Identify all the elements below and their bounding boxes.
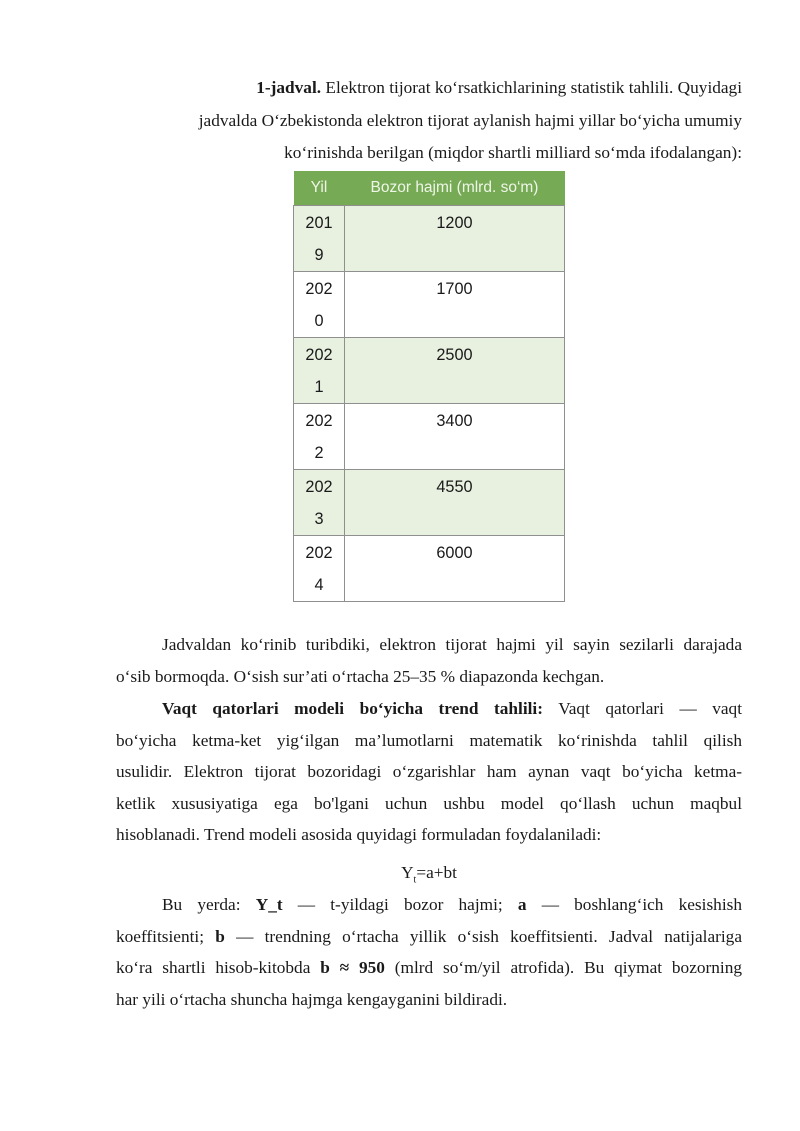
table-row: [294, 470, 565, 536]
trend-formula: $Y_t=a+bt$: [401, 863, 457, 886]
year-cell: 202 2: [294, 404, 345, 470]
value-cell: 1200: [345, 206, 565, 272]
table-row: [294, 206, 565, 272]
paragraph-line: har yili o‘rtacha shuncha hajmga kengayganini bildiradi.: [116, 989, 508, 1009]
year-cell: 202 3: [294, 470, 345, 536]
caption-line-3: ko‘rinishda berilgan (miqdor shartli milliard so‘mda ifodalangan):: [284, 143, 742, 163]
header-year: Yil: [294, 171, 345, 206]
table-header-row: [294, 171, 565, 206]
caption-text-1: Elektron tijorat ko‘rsatkichlarining statistik tahlili. Quyidagi: [325, 78, 742, 97]
table-row: [294, 338, 565, 404]
table-row: [294, 404, 565, 470]
year-cell: 202 0: [294, 272, 345, 338]
year-cell: 202 4: [294, 536, 345, 602]
table-row: [294, 536, 565, 602]
section-heading: Vaqt qatorlari modeli bo‘yicha trend tahlili:: [162, 699, 543, 718]
table-row: [294, 272, 565, 338]
paragraph-line: o‘sib bormoqda. O‘sish sur’ati o‘rtacha 25–35 % diapazonda kechgan.: [116, 666, 605, 686]
paragraph-definitions: [116, 889, 742, 1015]
paragraph-trend-analysis: [116, 693, 742, 851]
paragraph-line: bo‘yicha ketma-ket yig‘ilgan ma’lumotlarni matematik ko‘rinishda tahlil qilish: [116, 730, 742, 750]
paragraph-line: usulidir. Elektron tijorat bozoridagi o‘zgarishlar ham aynan vaqt bo‘yicha ketma-: [116, 762, 742, 781]
value-cell: 1700: [345, 272, 565, 338]
table-caption: [116, 72, 742, 170]
paragraph-line: Bu yerda: Y_t — t-yildagi bozor hajmi; a — boshlang‘ich kesishish: [162, 895, 742, 914]
value-cell: 4550: [345, 470, 565, 536]
paragraph-line: ketlik xususiyatiga ega bo'lgani uchun ushbu model qo‘llash uchun maqbul: [116, 793, 742, 813]
year-cell: 201 9: [294, 206, 345, 272]
value-cell: 3400: [345, 404, 565, 470]
caption-line-2: jadvalda O‘zbekistonda elektron tijorat aylanish hajmi yillar bo‘yicha umumiy: [198, 110, 742, 130]
year-cell: 202 1: [294, 338, 345, 404]
paragraph-line: koeffitsienti; b — trendning o‘rtacha yillik o‘sish koeffitsienti. Jadval natijalariga: [116, 926, 742, 946]
market-volume-table: [293, 171, 565, 602]
paragraph-line: Jadvaldan ko‘rinib turibdiki, elektron tijorat hajmi yil sayin sezilarli darajada: [162, 635, 742, 654]
paragraph-line: hisoblanadi. Trend modeli asosida quyidagi formuladan foydalaniladi:: [116, 825, 602, 844]
value-cell: 2500: [345, 338, 565, 404]
paragraph-line: Vaqt qatorlari modeli bo‘yicha trend tahlili: Vaqt qatorlari — vaqt: [162, 699, 742, 718]
header-market-volume: Bozor hajmi (mlrd. so‘m): [345, 171, 565, 206]
paragraph-growth: [116, 629, 742, 692]
paragraph-line: ko‘ra shartli hisob-kitobda b ≈ 950 (mlrd so‘m/yil atrofida). Bu qiymat bozorning: [116, 958, 742, 977]
caption-label: 1-jadval.: [256, 78, 322, 97]
caption-line-1: [116, 72, 742, 105]
value-cell: 6000: [345, 536, 565, 602]
